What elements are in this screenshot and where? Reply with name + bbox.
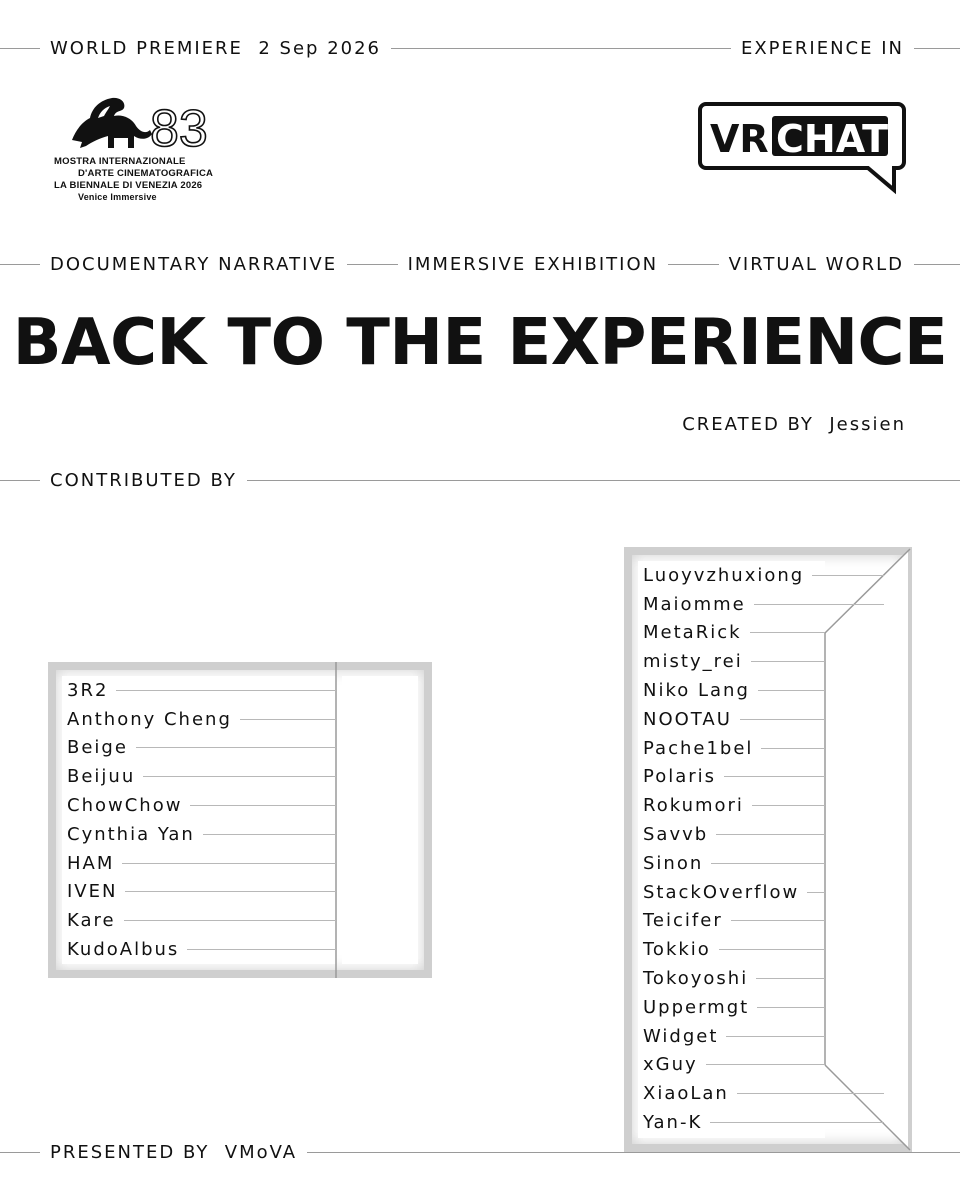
contributors-panel-left (48, 662, 432, 978)
festival-logo (54, 96, 224, 206)
list-item (643, 1079, 825, 1108)
list-item (643, 1051, 825, 1080)
list-item (643, 1108, 825, 1137)
list-item (643, 907, 825, 936)
presented-by-row (0, 1140, 960, 1164)
divider (752, 805, 825, 806)
category-immersive: IMMERSIVE EXHIBITION (407, 253, 659, 275)
premiere-date: 2 Sep 2026 (258, 37, 382, 59)
divider (347, 264, 397, 265)
divider (711, 863, 825, 864)
divider (116, 690, 336, 691)
contributor-name: Savvb (643, 824, 709, 846)
divider (710, 1122, 884, 1123)
contributor-name: Tokkio (643, 939, 711, 961)
list-item (643, 820, 825, 849)
premiere-info (40, 38, 391, 59)
contributor-name: KudoAlbus (67, 939, 180, 961)
contributor-name: XiaoLan (643, 1083, 729, 1105)
list-item (643, 849, 825, 878)
creator-name: Jessien (829, 414, 906, 435)
divider (731, 920, 825, 921)
list-item (67, 791, 336, 820)
divider (812, 575, 884, 576)
divider (187, 949, 336, 950)
divider (756, 978, 825, 979)
page-title: BACK TO THE EXPERIENCE (12, 306, 948, 380)
divider (0, 480, 40, 481)
contributor-name: Beige (67, 737, 128, 759)
divider (190, 805, 336, 806)
divider (724, 776, 825, 777)
header-row (0, 36, 960, 60)
festival-line-3: LA BIENNALE DI VENEZIA 2026 (54, 180, 203, 191)
list-item (67, 762, 336, 791)
list-item (67, 820, 336, 849)
festival-line-2: D'ARTE CINEMATOGRAFICA (78, 168, 214, 179)
divider (0, 264, 40, 265)
contributor-name: Yan-K (643, 1112, 703, 1134)
contributor-name: Beijuu (67, 766, 136, 788)
divider (0, 48, 40, 49)
created-by-label: CREATED BY (682, 414, 814, 435)
divider (143, 776, 336, 777)
contributor-name: 3R2 (67, 679, 109, 701)
presented-by (40, 1142, 307, 1163)
divider (914, 48, 960, 49)
contributor-name: Maiomme (643, 593, 746, 615)
list-item (67, 878, 336, 907)
list-item (643, 676, 825, 705)
divider (136, 747, 336, 748)
vrchat-logo (698, 102, 906, 194)
contributor-name: IVEN (67, 881, 118, 903)
contributor-name: Pache1bel (643, 737, 754, 759)
category-documentary: DOCUMENTARY NARRATIVE (50, 253, 338, 275)
list-item (67, 734, 336, 763)
presented-by-label: PRESENTED BY (50, 1141, 210, 1163)
created-by (682, 414, 906, 435)
divider (737, 1093, 884, 1094)
divider (203, 834, 336, 835)
festival-edition: 83 (150, 100, 208, 158)
list-item (643, 964, 825, 993)
festival-line-1: MOSTRA INTERNAZIONALE (54, 156, 186, 167)
contributor-name: HAM (67, 852, 115, 874)
divider (751, 661, 825, 662)
list-item (643, 993, 825, 1022)
divider (307, 1152, 960, 1153)
divider (391, 48, 731, 49)
divider (914, 264, 960, 265)
contributed-by-label: CONTRIBUTED BY (50, 469, 237, 491)
contributor-name: Widget (643, 1025, 719, 1047)
contributor-name: MetaRick (643, 622, 742, 644)
contributor-name: Rokumori (643, 795, 744, 817)
contributor-name: Niko Lang (643, 680, 750, 702)
divider (740, 719, 825, 720)
divider (240, 719, 336, 720)
divider (758, 690, 825, 691)
list-item (643, 791, 825, 820)
divider (719, 949, 825, 950)
categories-row (0, 252, 960, 276)
divider (247, 480, 960, 481)
contributor-name: Cynthia Yan (67, 823, 195, 845)
divider (0, 1152, 40, 1153)
contributor-name: StackOverflow (643, 881, 800, 903)
contributor-name: Polaris (643, 766, 717, 788)
divider (750, 632, 825, 633)
divider (757, 1007, 825, 1008)
contributor-name: Tokoyoshi (643, 968, 749, 990)
winged-lion-icon (70, 96, 208, 158)
vrchat-text-chat: CHAT (776, 117, 889, 161)
divider (716, 834, 825, 835)
contributor-name: xGuy (643, 1054, 698, 1076)
list-item (643, 705, 825, 734)
list-item (643, 561, 825, 590)
list-item (67, 849, 336, 878)
contributors-panel-right (624, 547, 912, 1152)
list-item (67, 676, 336, 705)
divider (726, 1036, 825, 1037)
contributor-name: Uppermgt (643, 996, 750, 1018)
contributors-list-right (643, 561, 825, 1137)
contributor-name: Anthony Cheng (67, 708, 232, 730)
list-item (643, 619, 825, 648)
premiere-label: WORLD PREMIERE (50, 37, 243, 59)
list-item (643, 878, 825, 907)
divider (125, 891, 336, 892)
contributor-name: Teicifer (643, 910, 723, 932)
contributor-name: ChowChow (67, 795, 183, 817)
category-virtual-world: VIRTUAL WORLD (728, 253, 904, 275)
contributor-name: NOOTAU (643, 708, 732, 730)
contributor-name: Sinon (643, 852, 704, 874)
list-item (643, 734, 825, 763)
list-item (643, 590, 825, 619)
list-item (67, 705, 336, 734)
presenter-name: VMoVA (224, 1141, 298, 1163)
divider (124, 920, 336, 921)
contributor-name: Kare (67, 910, 116, 932)
list-item (643, 935, 825, 964)
list-item (67, 906, 336, 935)
divider (668, 264, 718, 265)
contributor-name: Luoyvzhuxiong (643, 564, 805, 586)
divider (706, 1064, 825, 1065)
list-item (67, 935, 336, 964)
list-item (643, 1022, 825, 1051)
divider (807, 892, 825, 893)
list-item (643, 763, 825, 792)
divider (761, 748, 825, 749)
contributors-list-left (67, 676, 336, 964)
experience-in-label: EXPERIENCE IN (740, 37, 904, 59)
divider (122, 863, 336, 864)
festival-line-4: Venice Immersive (78, 192, 157, 202)
divider (754, 604, 884, 605)
contributor-name: misty_rei (643, 651, 743, 673)
contributed-by-row (0, 468, 960, 492)
vrchat-text-vr: VR (710, 117, 769, 161)
list-item (643, 647, 825, 676)
